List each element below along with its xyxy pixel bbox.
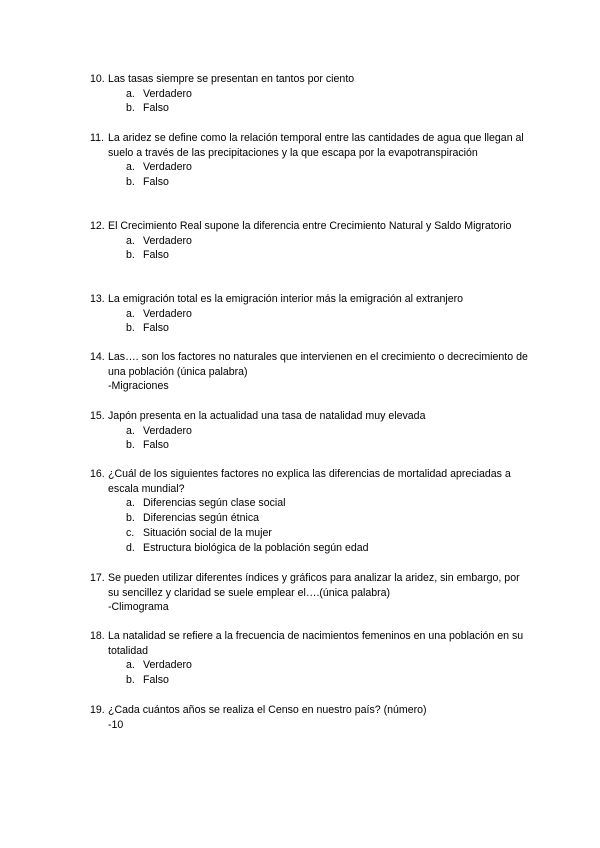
option-letter: b.: [126, 674, 135, 687]
question-text: Las…. son los factores no naturales que intervienen en el crecimiento o decrecimiento de una población (única palabra): [108, 351, 528, 378]
question-number: 19.: [90, 704, 105, 716]
option-a: [90, 307, 530, 322]
question-number: 11.: [90, 132, 104, 144]
option-label: Situación social de la mujer: [143, 526, 272, 539]
option-letter: c.: [126, 526, 135, 539]
option-label: Diferencias según étnica: [143, 512, 260, 525]
options-list: [90, 234, 530, 263]
question-16: [90, 467, 530, 555]
option-letter: a.: [126, 497, 135, 510]
option-letter: b.: [126, 322, 135, 335]
question-11: [90, 131, 530, 190]
option-a: [90, 87, 530, 102]
option-b: [90, 175, 530, 190]
option-d: [90, 541, 530, 556]
options-list: [90, 658, 530, 687]
option-label: Verdadero: [143, 161, 192, 174]
option-letter: a.: [126, 424, 135, 437]
question-number: 14.: [90, 351, 105, 363]
question-number: 12.: [90, 220, 105, 232]
option-letter: a.: [126, 87, 135, 100]
question-number: 16.: [90, 468, 105, 480]
option-label: Verdadero: [143, 87, 192, 100]
question-12: [90, 219, 530, 263]
question-18: [90, 629, 530, 688]
option-label: Estructura biológica de la población según edad: [143, 541, 369, 554]
question-text: El Crecimiento Real supone la diferencia entre Crecimiento Natural y Saldo Migratorio: [108, 220, 512, 232]
question-text: Se pueden utilizar diferentes índices y gráficos para analizar la aridez, sin embargo, por su sencillez y claridad se suele emplear el….(única palabra): [108, 572, 520, 599]
option-a: [90, 496, 530, 511]
question-text: La natalidad se refiere a la frecuencia de nacimientos femeninos en una población en su totalidad: [108, 630, 524, 657]
option-b: [90, 321, 530, 336]
option-b: [90, 438, 530, 453]
question-text: Japón presenta en la actualidad una tasa de natalidad muy elevada: [108, 410, 426, 422]
question-number: 15.: [90, 410, 105, 422]
question-14: [90, 350, 530, 394]
option-letter: b.: [126, 249, 135, 262]
question-13: [90, 292, 530, 336]
answer-text: -Migraciones: [108, 380, 169, 393]
question-17: [90, 571, 530, 615]
option-label: Diferencias según clase social: [143, 497, 286, 510]
option-a: [90, 234, 530, 249]
option-letter: b.: [126, 512, 135, 525]
options-list: [90, 496, 530, 555]
option-letter: a.: [126, 234, 135, 247]
option-letter: a.: [126, 161, 135, 174]
option-label: Falso: [143, 102, 169, 115]
option-b: [90, 248, 530, 263]
question-text: Las tasas siempre se presentan en tantos por ciento: [108, 73, 355, 85]
question-19: [90, 703, 530, 732]
question-15: [90, 409, 530, 453]
question-text: ¿Cuál de los siguientes factores no explica las diferencias de mortalidad apreciadas a escala mundial?: [108, 468, 511, 495]
option-letter: a.: [126, 307, 135, 320]
question-text: La aridez se define como la relación temporal entre las cantidades de agua que llegan al suelo a través de las precipitaciones y la que escapa por la evapotranspiración: [108, 132, 524, 159]
option-letter: b.: [126, 102, 135, 115]
option-a: [90, 658, 530, 673]
options-list: [90, 87, 530, 116]
answer-text: -10: [108, 718, 124, 731]
option-a: [90, 424, 530, 439]
option-label: Falso: [143, 322, 169, 335]
option-label: Falso: [143, 674, 169, 687]
question-number: 10.: [90, 73, 105, 85]
option-c: [90, 526, 530, 541]
question-number: 18.: [90, 630, 105, 642]
option-label: Verdadero: [143, 424, 192, 437]
option-letter: d.: [126, 541, 135, 554]
options-list: [90, 160, 530, 189]
question-number: 17.: [90, 572, 105, 584]
option-label: Falso: [143, 249, 169, 262]
option-letter: b.: [126, 176, 135, 189]
options-list: [90, 307, 530, 336]
question-text: La emigración total es la emigración interior más la emigración al extranjero: [108, 293, 464, 305]
option-label: Falso: [143, 439, 169, 452]
option-b: [90, 511, 530, 526]
option-b: [90, 673, 530, 688]
option-label: Verdadero: [143, 307, 192, 320]
option-label: Verdadero: [143, 234, 192, 247]
question-text: ¿Cada cuántos años se realiza el Censo en nuestro país? (número): [108, 704, 427, 716]
option-a: [90, 160, 530, 175]
options-list: [90, 424, 530, 453]
option-letter: b.: [126, 439, 135, 452]
answer-text: -Climograma: [108, 601, 169, 614]
option-label: Verdadero: [143, 659, 192, 672]
option-letter: a.: [126, 659, 135, 672]
option-label: Falso: [143, 176, 169, 189]
question-10: [90, 72, 530, 116]
option-b: [90, 101, 530, 116]
question-number: 13.: [90, 293, 105, 305]
